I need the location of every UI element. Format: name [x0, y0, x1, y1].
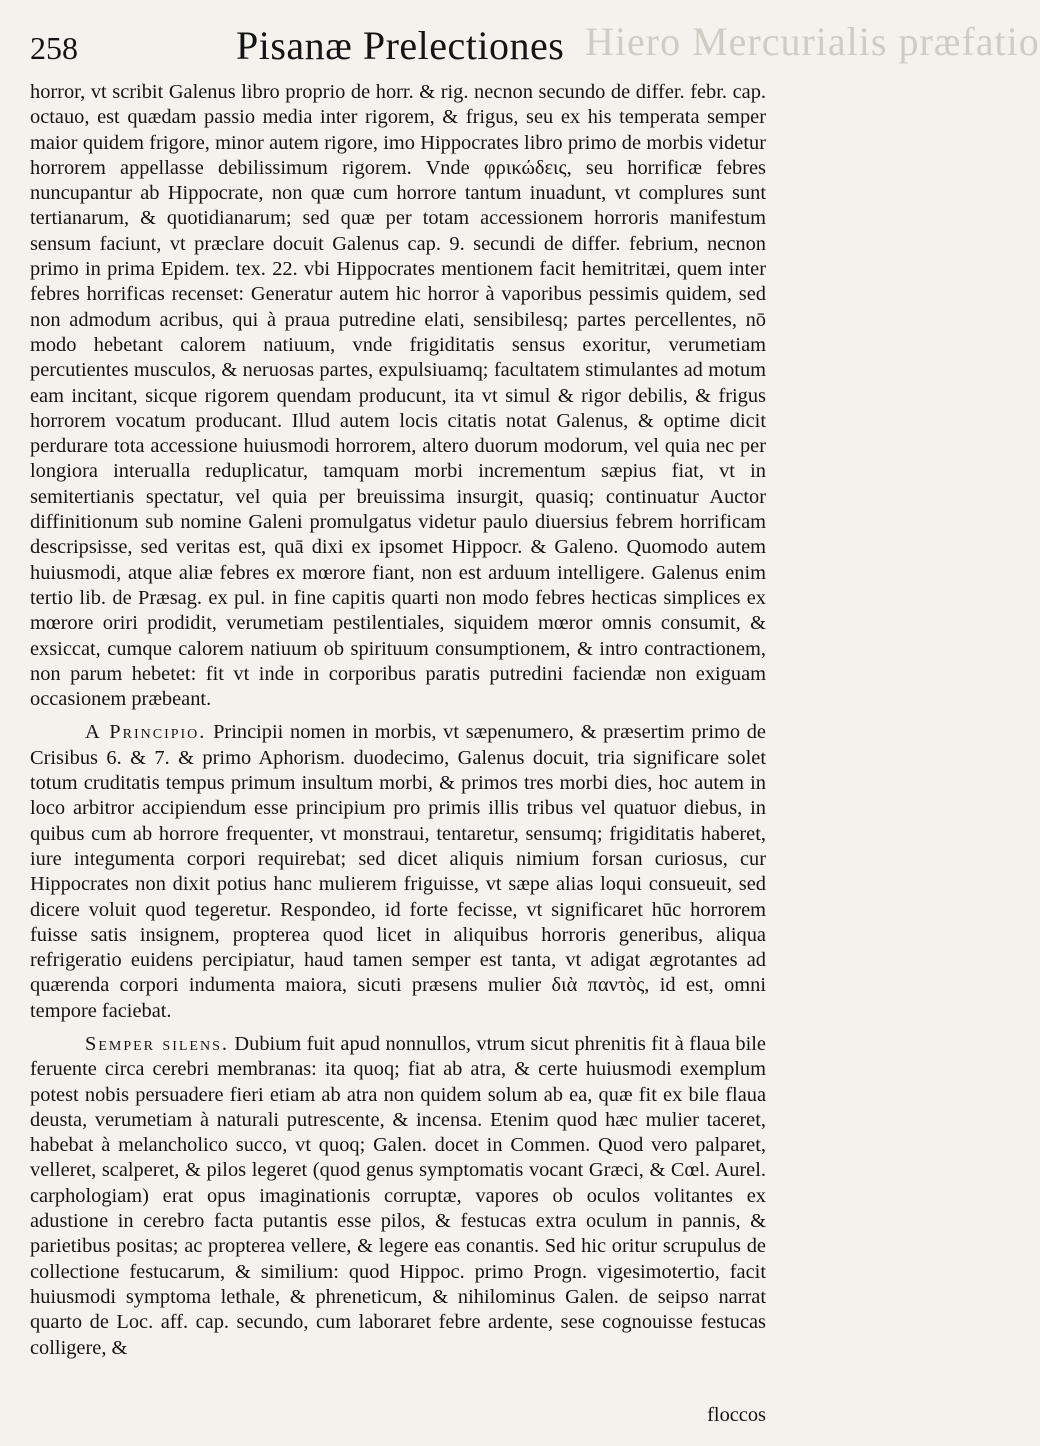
lemma-a-principio: A Principio. [85, 721, 207, 744]
paragraph-semper-silens-text: Dubium fuit apud nonnullos, vtrum sicut phrenitis fit à flaua bile feruente circa cerebri membranas: ita quoq; fiat ab atra, & certe huiusmodi exemplum potest nobis persuadere fieri etiam ab atra non quidem solum ab ea, quæ fit ex bile flaua deusta, verumetiam à naturali putrescente, & incensa. Etenim quod hæc mulier taceret, habebat à melancholico succo, vt quoq; Galen. docet in Commen. Quod vero palparet, velleret, scalperet, & pilos legeret (quod genus symptomatis vocant Græci, & Cœl. Aurel. carphologiam) erat opus imaginationis corruptæ, vapores ob oculos volitantes ex adustione in cerebro facta putantis esse pilos, & festucas extra oculum in pannis, & parietibus positas; ac propterea vellere, & legere eas conantis. Sed hic oritur scrupulus de collectione festucarum, & similium: quod Hippoc. primo Progn. vigesimotertio, facit huiusmodi symptoma lethale, & phreneticum, & nihilominus Galen. de seipso narrat quarto de Loc. aff. cap. secundo, cum laboraret febre ardente, sese cognouisse festucas colligere, & [30, 1032, 766, 1359]
paragraph-horror: horror, vt scribit Galenus libro proprio de horr. & rig. necnon secundo de differ. febr. cap. octauo, est quædam passio media inter rigorem, & frigus, seu ex his temperata semper maior quidem frigore, minor autem rigore, imo Hippocrates libro primo de morbis videtur horrorem appellasse debilissimum rigorem. Vnde φρικώδεις, seu horrificæ febres nuncupantur ab Hippocrate, non quæ cum horrore tantum inuadunt, vt complures sunt tertianarum, & quotidianarum; sed quæ per totam accessionem horroris manifestum sensum faciunt, vt præclare docuit Galenus cap. 9. secundi de differ. febrium, necnon primo in prima Epidem. tex. 22. vbi Hippocrates mentionem facit hemitritæi, quem inter febres horrificas recenset: Generatur autem hic horror à vaporibus pessimis quidem, sed non admodum acribus, qui à praua putredine elati, sensibilesq; partes percellentes, nō modo hebetant calorem natiuum, vnde frigiditatis sensus exoritur, verumetiam percutientes musculos, & neruosas partes, expulsiuamq; facultatem stimulantes ad motum eam incitant, sicque rigorem quendam producunt, ita vt simul & rigor debilis, & frigus horrorem vocatum producant. Illud autem locis citatis notat Galenus, & optime dicit perdurare tota accessione huiusmodi horrorem, altero duorum modorum, vel quia nec per longiora interualla reduplicatur, tamquam morbi incrementum sæpius fiat, vt in semitertianis spectatur, vel quia per breuissima insurgit, quasiq; continuatur Auctor diffinitionum sub nomine Galeni promulgatus videtur paulo diuersius febrem horrificam descripsisse, sed veritas est, quā dixi ex ipsomet Hippocr. & Galeno. Quomodo autem huiusmodi, atque aliæ febres ex mœrore fiant, non est arduum intelligere. Galenus enim tertio lib. de Præsag. ex pul. in fine capitis quarti non modo febres hecticas simplices ex mœrore oriri prodidit, verumetiam pestilentiales, siquidem mœror omnis consumit, & exsiccat, cumque calorem natiuum ob spirituum consumptionem, & intro contractionem, non parum hebetet: fit vt inde in corporibus paratis putredini faciendæ non exiguam occasionem præbeant. [30, 81, 766, 711]
page-header [30, 22, 780, 78]
paragraph-semper-silens [30, 1032, 766, 1361]
paragraph-a-principio-text: Principii nomen in morbis, vt sæpenumero, & præsertim primo de Crisibus 6. & 7. & primo Aphorism. duodecimo, Galenus docuit, tria significare solet totum cruditatis tempus primum insultum morbi, & primos tres morbi dies, hoc autem in loco arbitror accipiendum esse principium pro primis illis tribus vel quatuor diebus, in quibus cum ab horrore frequenter, vt monstraui, tentaretur, sensumq; frigiditatis haberet, iure integumenta corpori requirebat; sed dicet aliquis nimium forsan curiosus, cur Hippocrates non dixit potius hanc mulierem friguisse, vt sæpe alias loqui consueuit, sed dicere voluit quod tegeretur. Respondeo, id forte fecisse, vt significaret hūc horrorem fuisse satis insignem, propterea quod licet in aliquibus horroris generibus, aliqua refrigeratio euidens percipiatur, haud tamen semper est tanta, vt adigat ægrotantes ad quærenda corpori indumenta maiora, sicuti præsens mulier διὰ παντὸς, id est, omni tempore faciebat. [30, 721, 766, 1022]
page-number: 258 [30, 30, 78, 66]
text-body [30, 80, 766, 1361]
running-title: Pisanæ Prelectiones [236, 23, 565, 68]
paragraph-a-principio [30, 720, 766, 1024]
bleed-through-text: Hiero Mercurialis præfatio [585, 19, 1040, 64]
lemma-semper-silens: Semper silens. [85, 1032, 229, 1055]
catchword: floccos [707, 1404, 766, 1426]
